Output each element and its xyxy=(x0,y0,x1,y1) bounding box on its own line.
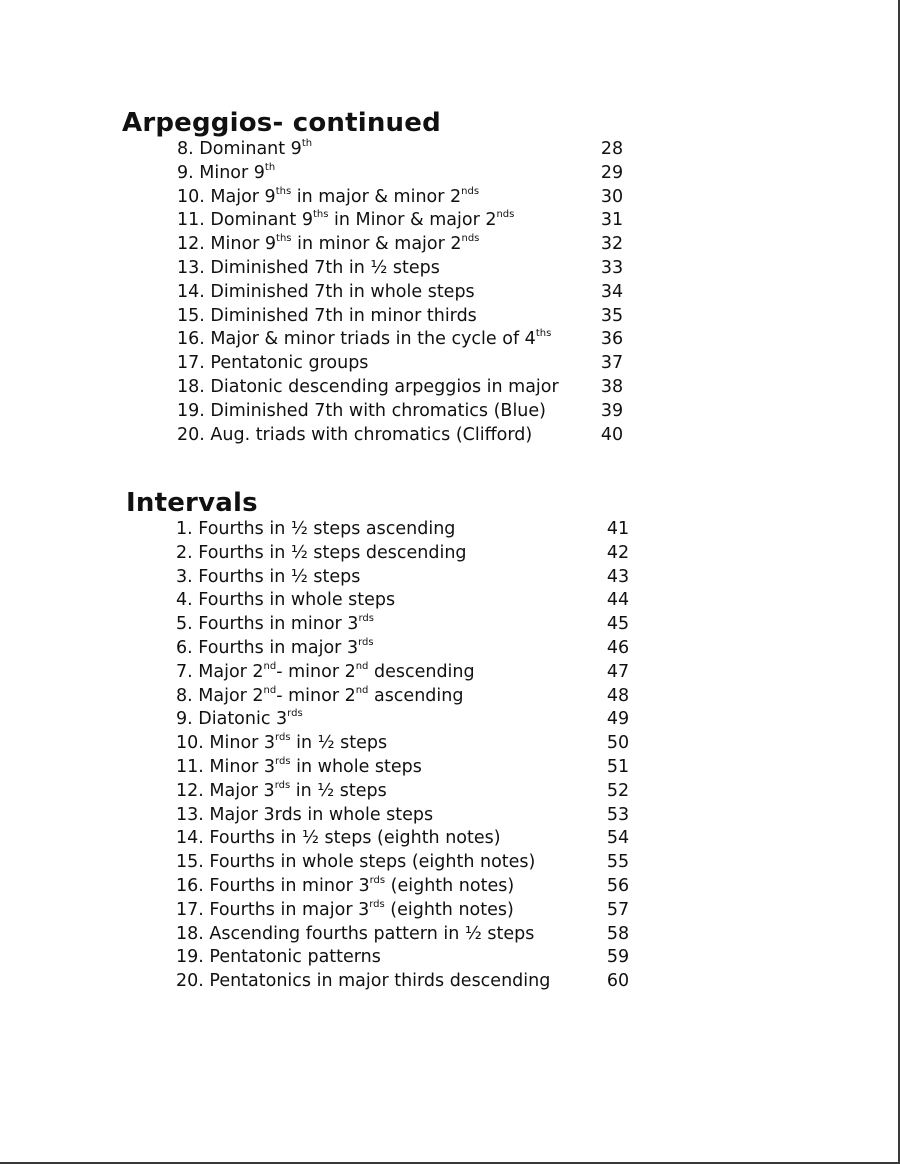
toc-entry-page-number: 34 xyxy=(600,281,624,302)
toc-entry xyxy=(122,257,682,281)
toc-entry-page-number: 38 xyxy=(600,376,624,397)
toc-entry xyxy=(126,589,686,613)
superscript-suffix: nd xyxy=(355,660,369,672)
toc-entry-title: 1. Fourths in ½ steps ascending xyxy=(176,519,456,539)
toc-entry-title: 19. Diminished 7th with chromatics (Blue) xyxy=(177,400,546,421)
section-arpeggios-continued xyxy=(122,108,682,447)
toc-entry-title: 10. Major $9^{ths}$ in major & minor $2^{nds}$ xyxy=(177,185,480,207)
toc-entry xyxy=(126,708,686,732)
superscript-suffix: ths xyxy=(276,233,292,245)
toc-entry xyxy=(126,899,686,923)
toc-entry xyxy=(126,970,686,994)
toc-entry-title: 12. Major $3^{rds}$ in ½ steps xyxy=(176,779,387,801)
toc-entry xyxy=(126,518,686,542)
toc-entry-page-number: 29 xyxy=(600,162,624,183)
toc-entry-page-number: 50 xyxy=(606,733,630,754)
toc-entry-title: 20. Pentatonics in major thirds descending xyxy=(176,971,551,992)
toc-entry-page-number: 37 xyxy=(600,353,624,374)
superscript-suffix: rds xyxy=(369,874,386,886)
toc-entry-title: 15. Diminished 7th in minor thirds xyxy=(177,305,477,326)
toc-entry-title: 13. Diminished 7th in ½ steps xyxy=(177,257,440,278)
toc-entry-title: 17. Pentatonic groups xyxy=(177,353,369,374)
superscript-suffix: rds xyxy=(369,898,385,910)
superscript-suffix: nd xyxy=(263,684,277,696)
toc-entry-page-number: 41 xyxy=(606,519,630,539)
toc-entry-page-number: 35 xyxy=(600,305,624,326)
toc-entry-page-number: 32 xyxy=(600,234,624,255)
section-title: Arpeggios- continued xyxy=(122,108,441,138)
toc-entry xyxy=(122,281,682,305)
toc-entry-page-number: 31 xyxy=(600,210,624,231)
toc-entry-page-number: 58 xyxy=(606,923,630,944)
toc-entry-title: 8. Dominant 9th xyxy=(177,138,313,159)
toc-list xyxy=(122,138,682,447)
toc-entry-title: 13. Major 3rds in whole steps xyxy=(176,804,434,825)
toc-entry xyxy=(122,138,682,162)
toc-entry-page-number: 40 xyxy=(600,424,624,445)
toc-entry xyxy=(122,305,682,329)
superscript-suffix: th xyxy=(264,161,276,173)
toc-entry xyxy=(122,400,682,424)
superscript-suffix: nd xyxy=(355,684,369,696)
toc-entry-title: 16. Fourths in minor $3^{rds}$ (eighth notes) xyxy=(176,874,515,896)
toc-entry-page-number: 48 xyxy=(606,685,630,706)
toc-entry-page-number: 42 xyxy=(606,542,630,563)
toc-entry-title: 11. Dominant $9^{ths}$ in Minor & major $2^{nds}$ xyxy=(177,209,515,231)
toc-entry-title: 19. Pentatonic patterns xyxy=(176,947,381,968)
toc-entry xyxy=(126,875,686,899)
toc-entry-page-number: 51 xyxy=(606,756,630,777)
toc-entry xyxy=(126,946,686,970)
superscript-suffix: rds xyxy=(358,613,374,625)
toc-entry-page-number: 54 xyxy=(606,828,630,849)
superscript-suffix: nd xyxy=(263,660,277,672)
toc-entry-page-number: 57 xyxy=(606,899,630,920)
toc-entry xyxy=(122,328,682,352)
toc-entry-title: 3. Fourths in ½ steps xyxy=(176,566,361,587)
toc-entry xyxy=(126,637,686,661)
toc-entry-page-number: 33 xyxy=(600,257,624,278)
toc-entry xyxy=(122,233,682,257)
toc-entry-title: 9. Minor 9th xyxy=(177,161,276,183)
superscript-suffix: th xyxy=(301,138,313,149)
toc-entry-page-number: 59 xyxy=(606,947,630,968)
toc-entry-title: 18. Diatonic descending arpeggios in major xyxy=(177,376,559,397)
toc-entry xyxy=(126,851,686,875)
superscript-suffix: rds xyxy=(275,755,291,767)
toc-entry xyxy=(122,376,682,400)
toc-entry-title: 16. Major & minor triads in the cycle of $4^{ths}$ xyxy=(177,328,552,350)
toc-entry-title: 2. Fourths in ½ steps descending xyxy=(176,542,467,563)
section-intervals xyxy=(126,488,686,994)
toc-entry-page-number: 46 xyxy=(606,637,630,658)
superscript-suffix: ths xyxy=(275,185,292,197)
toc-entry-page-number: 36 xyxy=(600,329,624,350)
toc-entry-page-number: 55 xyxy=(606,852,630,873)
superscript-suffix: nds xyxy=(496,209,515,221)
toc-entry-title: 17. Fourths in major $3^{rds}$ (eighth notes) xyxy=(176,898,514,920)
toc-entry-title: 20. Aug. triads with chromatics (Clifford) xyxy=(177,424,533,445)
toc-entry-page-number: 47 xyxy=(606,661,630,682)
section-title: Intervals xyxy=(126,488,258,518)
superscript-suffix: ths xyxy=(535,328,552,340)
toc-entry-title: 18. Ascending fourths pattern in ½ steps xyxy=(176,923,535,944)
toc-entry xyxy=(122,162,682,186)
toc-entry xyxy=(122,209,682,233)
toc-entry-title: 4. Fourths in whole steps xyxy=(176,590,396,611)
toc-entry-page-number: 28 xyxy=(600,139,624,159)
toc-entry-page-number: 52 xyxy=(606,780,630,801)
toc-entry-page-number: 56 xyxy=(606,875,630,896)
toc-entry-title: 8. Major 2nd- minor 2nd ascending xyxy=(176,684,464,706)
toc-entry xyxy=(126,732,686,756)
superscript-suffix: rds xyxy=(274,779,291,791)
toc-entry xyxy=(122,424,682,448)
toc-entry-title: 14. Diminished 7th in whole steps xyxy=(177,281,475,302)
superscript-suffix: rds xyxy=(275,732,291,744)
superscript-suffix: nds xyxy=(461,233,480,245)
superscript-suffix: ths xyxy=(312,209,329,221)
toc-entry-title: 10. Minor $3^{rds}$ in ½ steps xyxy=(176,732,388,754)
toc-entry-page-number: 49 xyxy=(606,709,630,730)
toc-entry-title: 12. Minor $9^{ths}$ in minor & major $2^{nds}$ xyxy=(177,233,480,255)
toc-entry-page-number: 45 xyxy=(606,614,630,635)
toc-entry-title: 9. Diatonic $3^{rds}$ xyxy=(176,708,303,730)
toc-entry-title: 11. Minor $3^{rds}$ in whole steps xyxy=(176,755,422,777)
toc-entry-title: 7. Major 2nd- minor 2nd descending xyxy=(176,660,475,682)
toc-entry xyxy=(122,186,682,210)
toc-entry xyxy=(126,542,686,566)
superscript-suffix: rds xyxy=(287,708,303,720)
toc-entry-title: 6. Fourths in major $3^{rds}$ xyxy=(176,636,374,658)
toc-entry-title: 5. Fourths in minor $3^{rds}$ xyxy=(176,613,374,635)
toc-entry-page-number: 60 xyxy=(606,971,630,992)
toc-entry-page-number: 43 xyxy=(606,566,630,587)
superscript-suffix: rds xyxy=(358,636,374,648)
toc-entry-page-number: 44 xyxy=(606,590,630,611)
toc-entry xyxy=(126,661,686,685)
toc-entry xyxy=(126,804,686,828)
toc-entry xyxy=(126,566,686,590)
toc-entry xyxy=(126,756,686,780)
toc-entry xyxy=(126,827,686,851)
toc-entry xyxy=(126,780,686,804)
toc-entry-page-number: 39 xyxy=(600,400,624,421)
toc-entry-page-number: 53 xyxy=(606,804,630,825)
superscript-suffix: nds xyxy=(461,185,480,197)
toc-entry-page-number: 30 xyxy=(600,186,624,207)
toc-list xyxy=(126,518,686,994)
toc-entry-title: 15. Fourths in whole steps (eighth notes) xyxy=(176,852,536,873)
toc-entry xyxy=(122,352,682,376)
toc-entry xyxy=(126,685,686,709)
toc-entry-title: 14. Fourths in ½ steps (eighth notes) xyxy=(176,828,501,849)
toc-entry xyxy=(126,923,686,947)
toc-entry xyxy=(126,613,686,637)
